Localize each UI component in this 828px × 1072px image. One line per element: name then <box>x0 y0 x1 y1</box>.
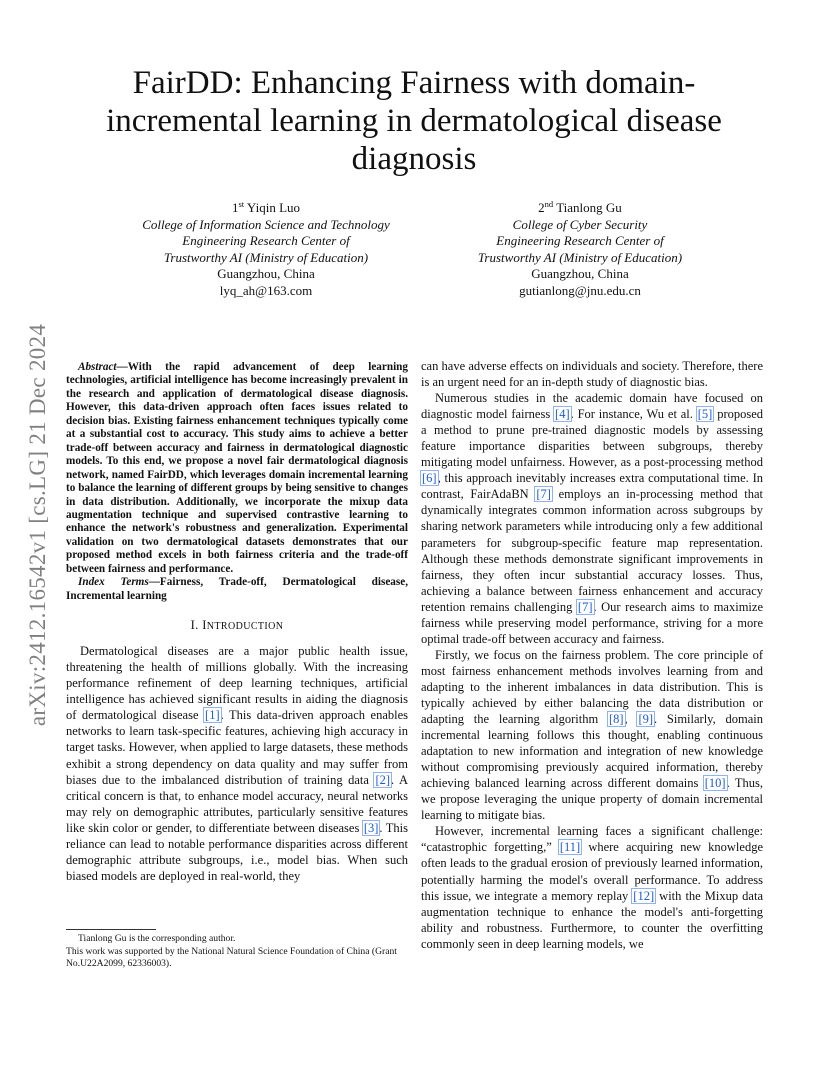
index-terms: Index Terms—Fairness, Trade-off, Dermatological disease, Incremental learning <box>66 576 408 602</box>
citation-link[interactable]: [1] <box>205 708 220 723</box>
citation-link[interactable]: [9] <box>638 712 654 727</box>
author-affiliation-line: Engineering Research Center of <box>496 233 664 248</box>
right-column <box>421 358 763 952</box>
section-heading-introduction: I. INTRODUCTION <box>190 618 284 633</box>
body-paragraph: Dermatological diseases are a major public health issue, threatening the health of millions globally. With the increasing performance refinement of deep learning techniques, artificial intelligence has achieved significant results in aiding the diagnosis of dermatological disease [1]. This data-driven approach enables networks to learn task-specific features, achieving high accuracy in target tasks. However, when applied to large datasets, these methods exhibit a strong dependency on data quality and may suffer from biases due to the imbalanced distribution of training data [2]. A critical concern is that, to enhance model accuracy, neural networks may rely on demographic attributes, particularly sensitive features like skin color or gender, to differentiate between diseases [3]. This reliance can lead to notable performance disparities across different demographic attribute subgroups, i.e., model bias. When such biased models are deployed in real-world, they <box>66 644 408 883</box>
author-affiliation-line: College of Cyber Security <box>512 216 648 232</box>
body-paragraph: can have adverse effects on individuals and society. Therefore, there is an urgent need for an in-depth study of diagnostic bias. <box>421 359 763 390</box>
citation-link[interactable]: [5] <box>697 407 713 422</box>
citation-link[interactable]: [6] <box>422 471 437 486</box>
author-email[interactable]: gutianlong@jnu.edu.cn <box>519 282 641 298</box>
citation-link[interactable]: [8] <box>608 712 624 727</box>
abstract: Abstract—With the rapid advancement of deep learning technologies, artificial intelligence has become increasingly prevalent in the research and application of dermatological disease diagnosis. However, this data-driven approach often faces issues related to decision bias. Existing fairness enhancement techniques typically come at a substantial cost to accuracy. This study aims to achieve a better trade-off between accuracy and fairness in dermatological diagnostic models. To this end, we propose a novel fair dermatological diagnosis network, named FairDD, which leverages domain incremental learning to balance the learning of different groups by being sensitive to changes in data distribution. Additionally, we incorporate the mixup data augmentation technique and supervised contrastive learning to enhance the network's robustness and generalization. Experimental validation on two dermatological datasets demonstrates that our proposed method excels in both fairness criteria and the trade-off between fairness and performance. <box>66 361 408 575</box>
author-location: Guangzhou, China <box>217 266 315 281</box>
citation-link[interactable]: [7] <box>577 599 593 614</box>
body-paragraph: Numerous studies in the academic domain have focused on diagnostic model fairness [4]. For instance, Wu et al. [5] proposed a method to prune pre-trained diagnostic models by assessing feature importance disparities between subgroups, thereby mitigating model unfairness. However, as a post-processing method [6], this approach inevitably increases extra computational time. In contrast, FairAdaBN [7] employs an in-processing method that dynamically integrates common information across subgroups by sharing network parameters while introducing only a few additional parameters for subgroup-specific feature map representation. Although these methods demonstrate significant improvements in fairness, they often incur substantial accuracy losses. Thus, achieving a balance between fairness enhancement and accuracy retention remains challenging [7]. Our research aims to maximize fairness while preserving model performance, striving for a more optimal trade-off between accuracy and fairness. <box>421 391 764 646</box>
left-column <box>66 358 408 884</box>
author-name: 1st Yiqin Luo <box>231 199 301 215</box>
paper-title: FairDD: Enhancing Fairness with domain-incremental learning in dermatological disease diagnosis <box>106 65 722 177</box>
author-affiliation-line: College of Information Science and Technology <box>142 216 390 232</box>
footnote-funding: This work was supported by the National Natural Science Foundation of China (Grant No.U22A2099, 62336003). <box>66 945 397 969</box>
author-affiliation-line: Engineering Research Center of <box>182 233 350 248</box>
citation-link[interactable]: [4] <box>555 407 570 422</box>
citation-link[interactable]: [2] <box>375 772 391 787</box>
body-paragraph: However, incremental learning faces a significant challenge: “catastrophic forgetting,” [11] where acquiring new knowledge often leads to the gradual erosion of previously learned information, potentially harming the model's overall performance. To address this issue, we integrate a memory replay [12] with the Mixup data augmentation technique to enhance the model's anti-forgetting ability and robustness. Furthermore, to counter the overfitting commonly seen in deep learning models, we <box>421 824 763 951</box>
author-affiliation-line: Trustworthy AI (Ministry of Education) <box>163 249 369 265</box>
arxiv-identifier-stamp <box>22 290 54 760</box>
footnotes <box>66 933 408 971</box>
author-name: 2nd Tianlong Gu <box>538 199 622 215</box>
body-paragraph: Firstly, we focus on the fairness problem. The core principle of most fairness enhancement methods involves learning from and adapting to the inherent imbalances in data distribution. This is typically achieved by either balancing the data distribution or adapting the learning algorithm [8], [9]. Similarly, domain incremental learning follows this thought, enabling continuous adaptation to new information and integration of new knowledge without compromising previously acquired information, thereby achieving balanced learning across different domains [10]. Thus, we propose leveraging the unique property of domain incremental learning to mitigate bias. <box>421 647 764 823</box>
footnote-rule <box>66 929 156 930</box>
citation-link[interactable]: [7] <box>536 487 551 502</box>
author-email[interactable]: lyq_ah@163.com <box>219 282 313 298</box>
citation-link[interactable]: [11] <box>559 840 581 855</box>
author-affiliation-line: Trustworthy AI (Ministry of Education) <box>477 249 683 265</box>
author-location: Guangzhou, China <box>531 266 629 281</box>
author-block-2 <box>430 200 730 299</box>
footnote-corresponding-author: Tianlong Gu is the corresponding author. <box>78 933 236 944</box>
citation-link[interactable]: [3] <box>363 820 379 835</box>
arxiv-identifier-text: arXiv:2412.16542v1 [cs.LG] 21 Dec 2024 <box>25 323 51 727</box>
citation-link[interactable]: [12] <box>633 888 655 903</box>
citation-link[interactable]: [10] <box>704 776 726 791</box>
author-block-1 <box>116 200 416 299</box>
